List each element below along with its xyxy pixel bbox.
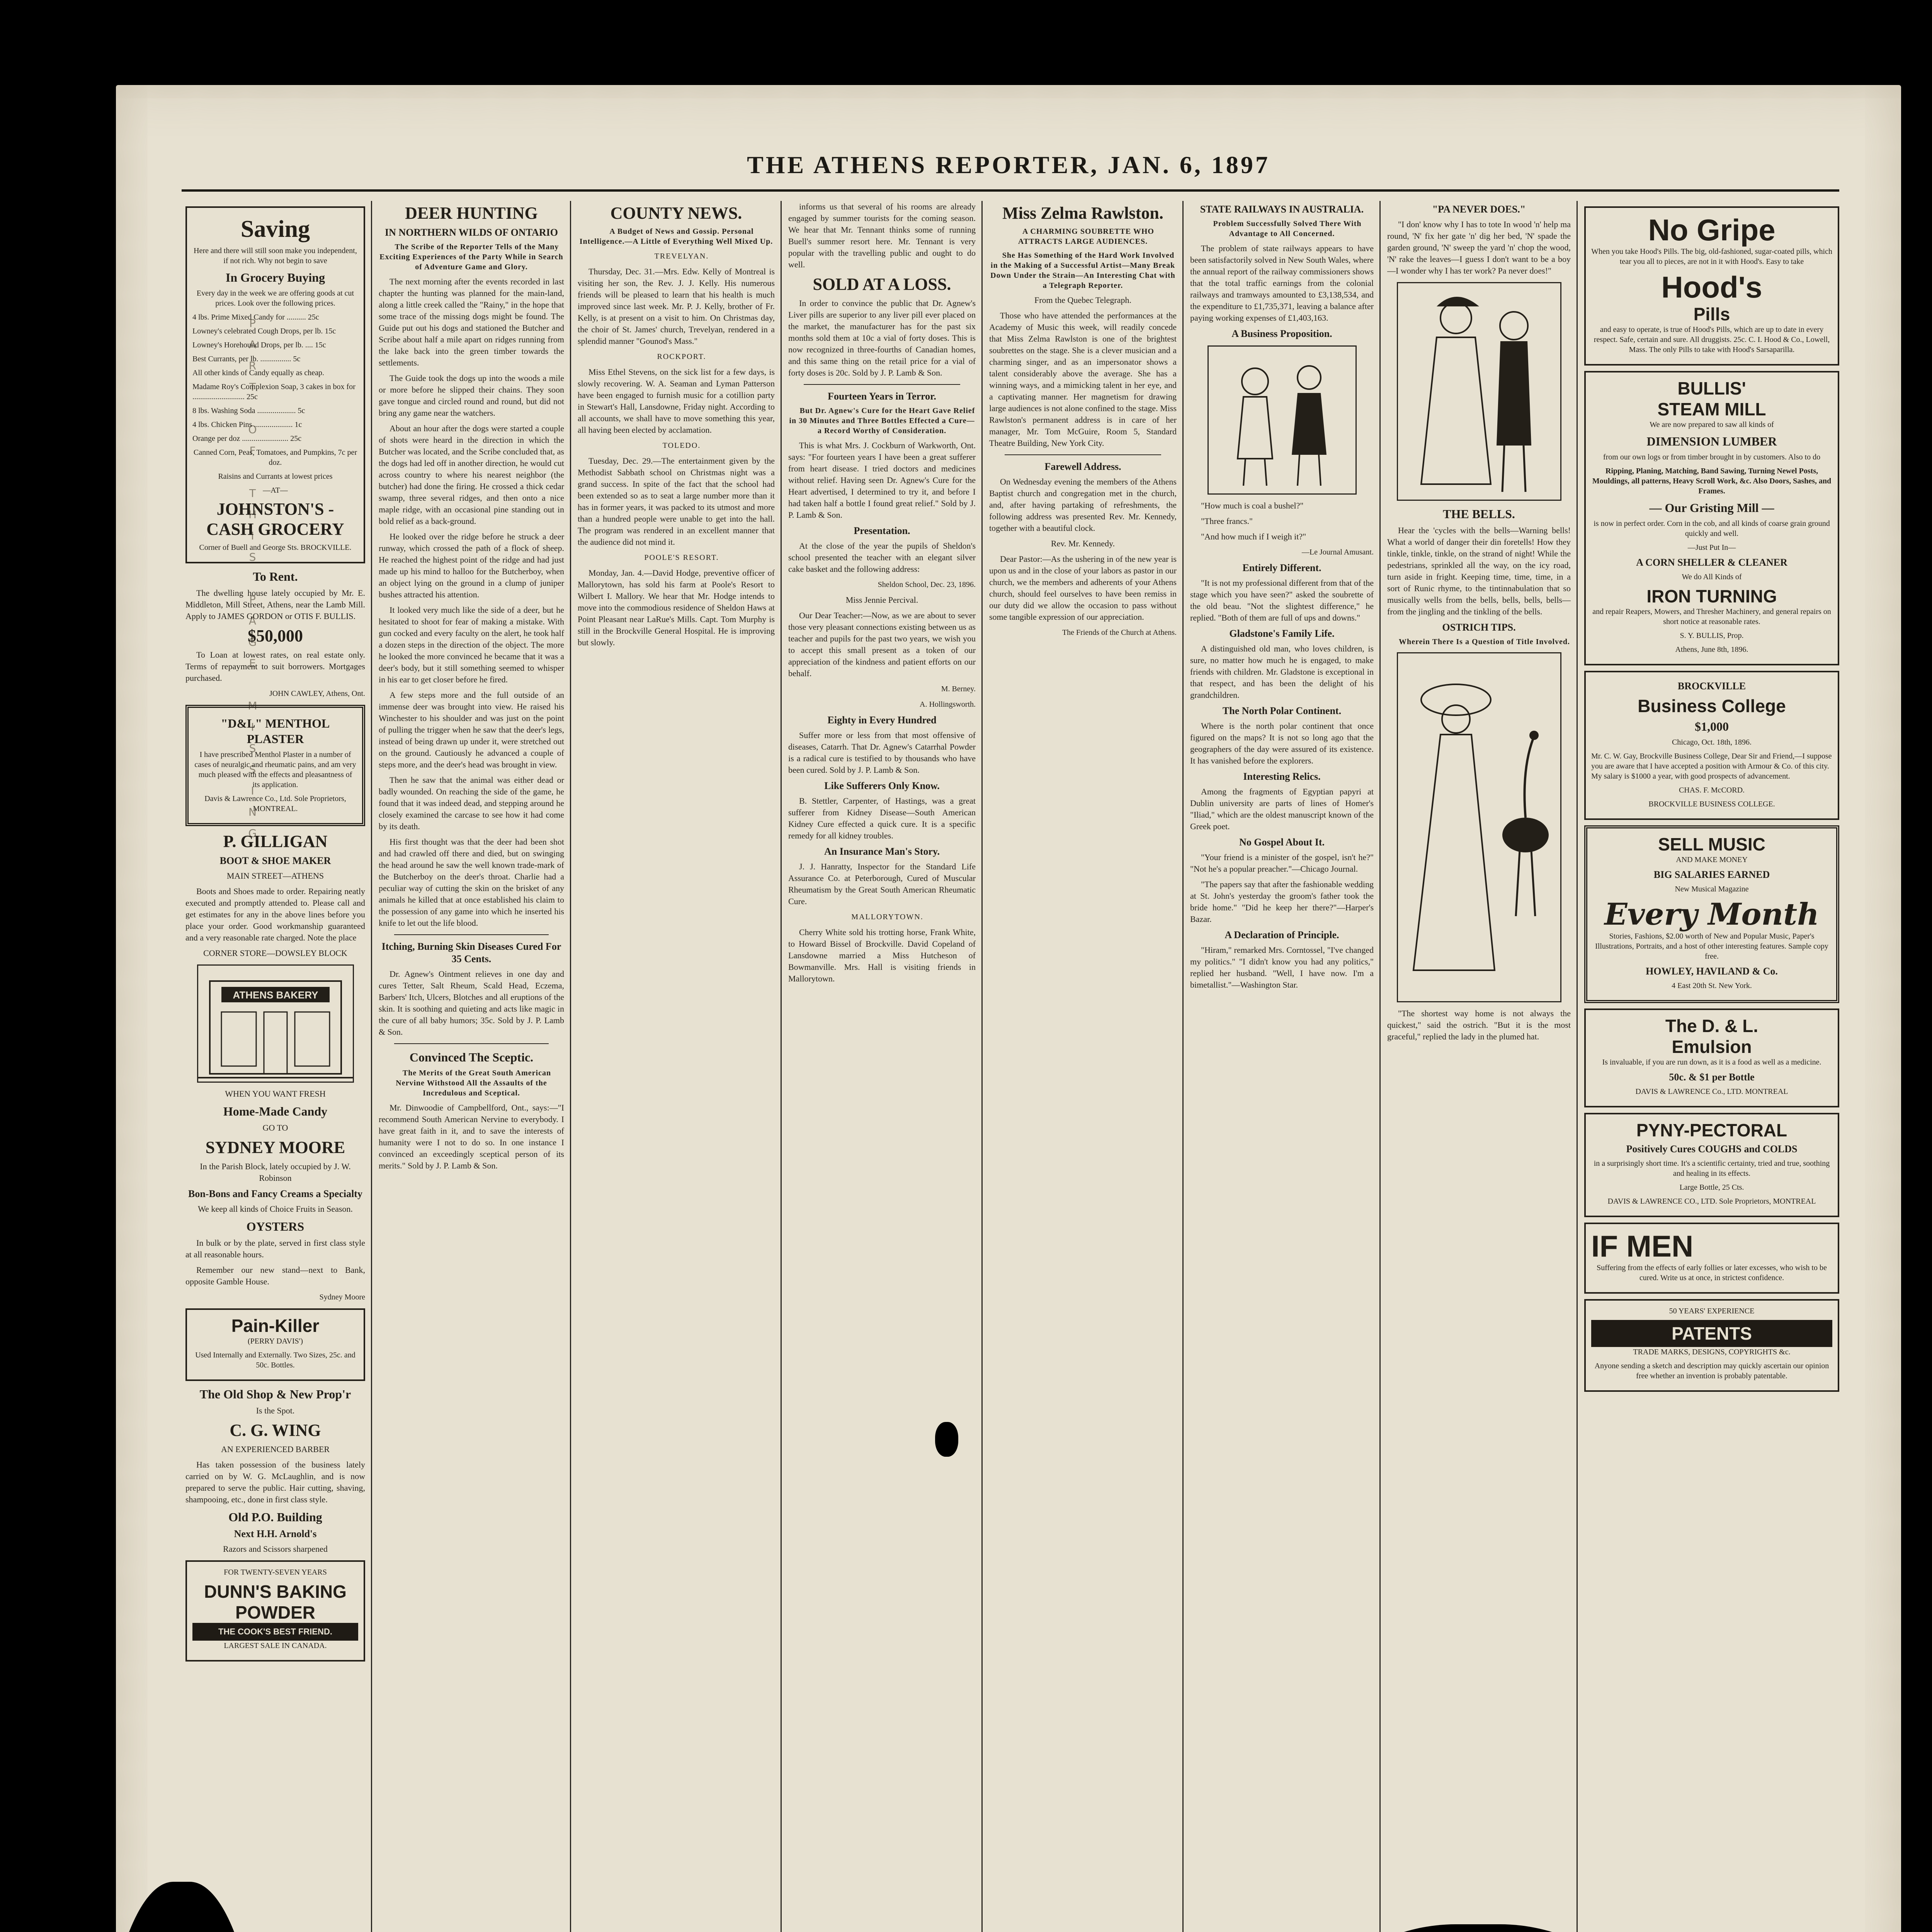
relics-title: Interesting Relics. [1243,771,1321,782]
steam-mill: STEAM MILL [1657,399,1766,419]
separator [394,1043,549,1044]
poole-heading: POOLE'S RESORT. [644,553,719,562]
hoods: Hood's [1661,270,1762,304]
raisins: Raisins and Currants at lowest prices [218,472,333,481]
gilligan-text: Boots and Shoes made to order. Repairing neatly executed and promptly attended to. Please call and get estimates for any in the above lines before you place your order. Good workmanship guaranteed and a very reasonable rate charged. Note the place [185,886,365,942]
toledo-heading: TOLEDO. [662,441,701,450]
principle-text: "Hiram," remarked Mrs. Corntossel, "I've changed my politics." "I didn't know you had any politics," replied her husband. "Well, I have now. I'm a bimetallist."—Washington Star. [1190,945,1374,990]
price-item: Best Currants, per lb. ................ 5c [192,355,301,363]
column-rule [981,201,983,1932]
dunns-sub: THE COOK'S BEST FRIEND. [192,1623,358,1641]
ostrich-title: OSTRICH TIPS. [1442,622,1516,633]
styles-text: "The papers say that after the fashionable wedding at St. John's yesterday the groom's father took the bride home." "Did he keep her there?"—Harper's Bazar. [1190,879,1374,924]
deer-paragraph: Then he saw that the animal was either dead or badly wounded. On reaching the side of the game, he found that it was indeed dead, and stepping around he closely examined the carcase to see how it had come by its death. [379,775,564,831]
wing-text: Has taken possession of the business lately carried on by W. G. McLaughlin, and is now prepared to serve the public. Hair cutting, shaving, shampooing, etc., done in first class style. [185,1460,365,1504]
just-put-in: —Just Put In— [1687,543,1736,552]
county-news-deck: A Budget of News and Gossip. Personal Intelligence.—A Little of Everything Well Mixed Up. [579,227,773,246]
howley: HOWLEY, HAVILAND & Co. [1646,966,1778,977]
dl-plaster-ad [185,705,365,826]
dl-emulsion-price: 50c. & $1 per Bottle [1669,1071,1755,1083]
proposition-question: "How much is coal a bushel?" [1201,501,1304,510]
brockville: BROCKVILLE [1677,680,1746,692]
every-month-title: Every Month [1604,897,1819,932]
deer-paragraph: About an hour after the dogs were started a couple of shots were heard in the direction in which the Butcher was located, and the Scribe concluded that, as the dogs had led off in another direction, he would cut across country to where his nearest neighbor (the butcher) had done the firing. He crossed a thick cedar swamp, three several ridges, and then onto a nice maple ridge, with an occasional pine standing out in bold relief as a back-ground. [379,423,564,526]
dl-emulsion-title: Emulsion [1672,1037,1752,1057]
lumber-text: from our own logs or from timber brought in by customers. Also to do [1603,453,1821,461]
loan-signature: JOHN CAWLEY, Athens, Ont. [269,689,365,698]
oysters-text: In bulk or by the plate, served in first class style at all reasonable hours. [185,1238,365,1259]
price-item: Orange per doz ........................ 25c [192,434,302,443]
musical-magazine: New Musical Magazine [1675,885,1749,893]
like-sufferers-text: B. Stettler, Carpenter, of Hastings, was a great sufferer from Kidney Disease—South American Kidney Cure effected a quick cure. It is a specific remedy for all kidney troubles. [788,796,976,840]
dunns-ad [185,1560,365,1662]
dunns-foot: LARGEST SALE IN CANADA. [224,1641,327,1650]
howley-address: 4 East 20th St. New York. [1672,981,1752,990]
oysters: OYSTERS [246,1219,304,1233]
sold-at-loss-text: In order to convince the public that Dr. Agnew's Liver pills are superior to any liver pill ever placed on the market, the manufacturer has for the past six months sold them at 10c a vial of forty doses. This is now recognized in three-fourths of Canadian homes, and this same thing on the retail price for a vial of forty doses is 20c. Sold by J. P. Lamb & Son. [788,298,976,378]
ostrich-deck: Wherein There Is a Question of Title Involved. [1398,638,1570,646]
loan-amount: $50,000 [248,626,303,645]
railways-title: STATE RAILWAYS IN AUSTRALIA. [1200,204,1364,215]
bells-title: THE BELLS. [1443,507,1515,521]
dl-emulsion-text: Is invaluable, if you are run down, as it is a food as well as a medicine. [1602,1058,1821,1066]
poole-text: Monday, Jan. 4.—David Hodge, preventive officer of Mallorytown, has sold his farm at Poole's Resort to Wilbert I. Mallory. We hear that Mr. Hodge intends to move into the commodious residence of Sheldon Haws at Point Pleasant near LaRue's Mills. Capt. Tom Murphy is still in the Brockville General Hospital. He is improving but slowly. [578,568,775,647]
masthead-rule [182,189,1839,192]
saving-intro: Here and there will still soon make you independent, if not rich. Why not begin to save [194,247,357,265]
every-month-text: Stories, Fashions, $2.00 worth of New and Popular Music, Paper's Illustrations, Portraits, and a host of other interesting features. Sample copy free. [1595,932,1828,961]
price-item: 4 lbs. Chicken Pins .................... 1c [192,420,302,429]
column-3 [578,201,775,1932]
painkiller-sub: (PERRY DAVIS') [247,1337,303,1345]
painkiller-title: Pain-Killer [231,1316,320,1336]
rockport-heading: ROCKPORT. [657,352,706,361]
grocery-text: Every day in the week we are offering goods at cut prices. Look over the following prices. [196,289,354,308]
candy-title: Home-Made Candy [223,1104,328,1118]
college-footer: BROCKVILLE BUSINESS COLLEGE. [1648,800,1775,808]
pyny-maker: DAVIS & LAWRENCE CO., LTD. Sole Proprietors, MONTREAL [1607,1197,1816,1206]
deer-paragraph: His first thought was that the deer had been shot and had crawled off there and died, but on swinging the head around he saw the well known trade-mark of the Butcherboy on the deer's throat. Charlie had a peculiar way of cutting the skin on the brisket of any animals he killed that at once established his claim to the possession of any game into which he inserted his knife to let out the life blood. [379,837,564,928]
railways-text: The problem of state railways appears to have been satisfactorily solved in New South Wales, where the annual report of the railway commissioners shows that the total traffic earnings from the colonial railways and tramways amounted to £3,138,534, and the expenditure to £1,735,371, leaving a balance after paying working expenses of £1,403,163. [1190,243,1374,323]
hoods-text: and easy to operate, is true of Hood's Pills, which are up to date in every respect. Safe, certain and sure. All druggists. 25c. C. I. Hood & Co., Lowell, Mass. The only Pills to take with Hood's Sarsaparilla. [1594,325,1830,354]
lady-ostrich-illustration [1398,653,1560,1001]
insurance-title: An Insurance Man's Story. [824,846,940,857]
separator [394,934,549,935]
deer-title: DEER HUNTING [405,204,538,223]
johnston-address: Corner of Buell and George Sts. BROCKVILLE. [199,543,352,552]
if-men-ad [1584,1223,1839,1294]
separator [1005,454,1161,455]
price-item: All other kinds of Candy equally as cheap. [192,369,325,377]
presentation-signature: M. Berney. [941,685,976,693]
itching-text: Dr. Agnew's Ointment relieves in one day and cures Tetter, Salt Rheum, Scald Head, Eczema, Barbers' Itch, Ulcers, Blotches and all eruptions of the skin. It is soothing and quieting and acts like magic in the cure of all baby humors; 35c. Sold by J. P. Lamb & Son. [379,969,564,1037]
rawlston-text: Those who have attended the performances at the Academy of Music this week, will readily concede that Miss Zelma Rawlston is one of the brightest soubrettes on the stage. She is a clever musician and a charming singer, and as an impersonator shows a talent considerably above the average. She has a winning ways, and a mimicking talent in her eye, and a captivating manner. Her magnetism for drawing large audiences is not alone confined to the stage. Miss Rawlston's permanent address is in care of her manager, Mr. Tom McGuire, Room 5, Standard Theatre Building, New York City. [989,311,1177,448]
ostrich-text: "The shortest way home is not always the quickest," said the ostrich. "But it is the most graceful," replied the lady in the plumed hat. [1387,1009,1571,1041]
dunns-title: DUNN'S BAKING POWDER [204,1582,347,1622]
price-item: 8 lbs. Washing Soda .................... 5c [192,406,305,415]
pyny-sub: Positively Cures COUGHS and COLDS [1626,1143,1798,1155]
every-month-ad [1584,825,1839,1003]
county-news-title: COUNTY NEWS. [610,204,742,223]
gilligan-name: P. GILLIGAN [223,832,328,851]
farewell-title: Farewell Address. [1044,461,1121,472]
dimension-lumber: DIMENSION LUMBER [1646,434,1777,448]
terror-deck: But Dr. Agnew's Cure for the Heart Gave Relief in 30 Minutes and Three Bottles Effected a Cure—a Record Worthy of Consideration. [789,406,975,435]
deer-paragraph: The Guide took the dogs up into the woods a mile or more before he slipped their chains. They soon gave tongue and circled round and round, but did not bring any game near the watchers. [379,373,564,418]
railways-deck: Problem Successfully Solved There With Advantage to All Concerned. [1213,219,1362,238]
rawlston-subdeck: She Has Something of the Hard Work Involved in the Making of a Successful Artist—Many Break Down Under the Strain—An Interesting Chat with a Telegraph Reporter. [990,251,1175,290]
iron-pre: We do All Kinds of [1682,573,1742,581]
hoods-ad [1584,206,1839,366]
sell-music: SELL MUSIC [1658,834,1765,854]
trevelyan-text: Thursday, Dec. 31.—Mrs. Edw. Kelly of Montreal is visiting her son, the Rev. J. J. Kelly. His numerous friends will be pleased to learn that his health is much improved since last week. Mr. P. J. Kelly, brother of Fr. Kelly, is at present on a visit to him. On Christmas day, the choir of St. James' church, Trevelyan, rendered in a splendid manner "Gounod's Mass." [578,267,775,346]
wing-sub: AN EXPERIENCED BARBER [221,1444,330,1454]
college-text: Mr. C. W. Gay, Brockville Business College, Dear Sir and Friend,—I suppose you are aware that I have accepted a position with Armour & Co. of this city. My salary is $1000 a year, with good prospects of advancement. [1591,752,1832,781]
sell-music-sub: AND MAKE MONEY [1676,855,1748,864]
dunns-top: FOR TWENTY-SEVEN YEARS [224,1568,327,1577]
gilligan-corner: CORNER STORE—DOWSLEY BLOCK [203,948,347,958]
next-arnold: Next H.H. Arnold's [234,1528,317,1539]
old-shop-text: Is the Spot. [256,1406,295,1415]
dl-plaster-text: I have prescribed Menthol Plaster in a number of cases of neuralgic and rheumatic pains, and am very much pleased with the effects and pleasantness of its application. [194,750,356,789]
old-shop-title: The Old Shop & New Prop'r [199,1387,351,1401]
farewell-text: On Wednesday evening the members of the Athens Baptist church and congregation met in the church, and, after having partaking of refreshments, the following address was presented Rev. Mr. Kennedy, together with a beautiful clock. [989,477,1177,533]
bullis-name: BULLIS' [1677,378,1746,398]
presentation-to: Miss Jennie Percival. [845,595,918,605]
patents-title: PATENTS [1591,1320,1832,1347]
couple-illustration [1398,283,1560,500]
column-7 [1387,201,1571,1932]
college-date: Chicago, Oct. 18th, 1896. [1672,738,1752,747]
relics-text: Among the fragments of Egyptian papyri at Dublin university are parts of lines of Homer's "Iliad," which are the oldest manuscript known of the Greek poet. [1190,787,1374,831]
column-1 [185,201,365,1932]
price-item: Madame Roy's Complexion Soap, 3 cakes in box for ........................... 25c [192,383,355,401]
college-signature: CHAS. F. McCORD. [1679,786,1745,794]
at-label: —AT— [263,486,288,495]
rawlston-deck: A CHARMING SOUBRETTE WHO ATTRACTS LARGE AUDIENCES. [1018,227,1154,246]
proposition-title: A Business Proposition. [1231,328,1332,339]
ostrich-illustration [1397,652,1561,1002]
mallorytown-heading: MALLORYTOWN. [851,913,923,921]
two-men-illustration [1209,347,1355,493]
column-rule [1182,201,1184,1932]
terror-text: This is what Mrs. J. Cockburn of Warkworth, Ont. says: "For fourteen years I have been a great sufferer from heart disease. I tried doctors and medicines without relief. Having seen Dr. Agnew's Cure for the Heart advertised, I determined to try it, and before I had taken half a bottle I found great relief." Sold by J. P. Lamb & Son. [788,440,976,520]
wing-name: C. G. WING [230,1421,321,1440]
separator [804,384,960,385]
canned-goods: Canned Corn, Peas, Tomatoes, and Pumpkins, 7c per doz. [193,448,357,467]
bullis-text: We are now prepared to saw all kinds of [1650,420,1774,429]
corn-sheller: A CORN SHELLER & CLEANER [1636,557,1787,568]
farewell-to: Rev. Mr. Kennedy. [1051,539,1115,548]
rawlston-title: Miss Zelma Rawlston. [1002,204,1163,223]
big-salaries: BIG SALARIES EARNED [1653,869,1770,880]
remember-stand: Remember our new stand—next to Bank, opposite Gamble House. [185,1265,365,1286]
pyny-text: in a surprisingly short time. It's a scientific certainty, tried and true, soothing and healing in its effects. [1594,1159,1830,1178]
farewell-signature: The Friends of the Church at Athens. [1062,628,1177,637]
proposition-signature: —Le Journal Amusant. [1301,548,1374,556]
insurance-text: J. J. Hanratty, Inspector for the Standard Life Assurance Co. at Peterborough, Cured of Muscular Rheumatism by the Great South American Rheumatic Cure. [788,862,976,906]
dl-emulsion-top: The D. & L. [1665,1016,1759,1036]
column-6 [1190,201,1374,1932]
deer-paragraph: It looked very much like the side of a deer, but he hesitated to shoot for fear of making a mistake. With gun cocked and every faculty on the alert, he took half a dozen steps in the direction of the object. The more he looked the more convinced he became that it was a deer's body, but it still something seemed to whisper in his ear to get closer before he fired. [379,605,564,684]
gospel-text: "Your friend is a minister of the gospel, isn't he?" "Not he's a popular preacher."—Chicago Journal. [1190,852,1374,874]
bullis-signature: S. Y. BULLIS, Prop. [1680,631,1744,640]
deer-paragraph: The next morning after the events recorded in last chapter the hunting was planned for the main-land, along a little creek called the "Rainy," in the hope that some trace of the missing dogs might be found. The Guide put out his dogs and stationed the Butcher and Scribe about half a mile apart on ridges running from the lake back into the green timber towards the settlements. [379,277,564,367]
dl-emulsion-maker: DAVIS & LAWRENCE Co., LTD. MONTREAL [1635,1087,1788,1096]
saving-title: Saving [240,216,310,242]
bakery-sign: ATHENS BAKERY [232,989,318,1001]
column-4 [788,201,976,1932]
deer-paragraph: He looked over the ridge before he struck a deer runway, which crossed the path of a flock of sheep. He reached the highest point of the ridge and had just made up his mind to halloo for the Butcherboy, when an object lying on the ground in a clump of juniper bushes attracted his attention. [379,532,564,599]
grocery-title: In Grocery Buying [225,270,325,284]
mallorytown-text: Cherry White sold his trotting horse, Frank White, to Howard Bissel of Brockville. David Copeland of Lansdowne married a Miss Hutcheson of Bowmanville. Mrs. Hall is visiting friends in Mallorytown. [788,927,976,983]
patents-sub: TRADE MARKS, DESIGNS, COPYRIGHTS &c. [1633,1348,1791,1356]
patents-top: 50 YEARS' EXPERIENCE [1669,1307,1755,1315]
dl-plaster-footer: Davis & Lawrence Co., Ltd. Sole Proprietors, MONTREAL. [204,794,346,813]
col4-intro: informs us that several of his rooms are already engaged by summer tourists for the coming season. We hear that Mr. Tennant thinks some of running Buell's summer resort here. Mr. Tennant is very popular with the travelling public and ought to do well. [788,202,976,269]
sold-at-loss-title: SOLD AT A LOSS. [813,275,951,294]
pa-never-does-text: "I don' know why I has to tote In wood 'n' help ma round, 'N' fix her gate 'n' dig her bed, 'N' spade the garden ground, 'N' sweep the yard 'n' chop the wood, 'N' rake the leaves—I guess I don't want to be a boy—I wonder why I has ter work? Pa never does!" [1387,219,1571,276]
if-men-title: IF MEN [1591,1229,1694,1263]
patents-text: Anyone sending a sketch and description may quickly ascertain our opinion free whether an invention is probably patentable. [1594,1362,1829,1380]
iron-turning: IRON TURNING [1646,586,1777,606]
fruits: We keep all kinds of Choice Fruits in Season. [198,1204,353,1214]
if-men-text: Suffering from the effects of early follies or later excesses, who wish to be cured. Write us at once, in strictest confidence. [1597,1264,1827,1282]
pyny-ad [1584,1113,1839,1217]
old-po: Old P.O. Building [228,1510,322,1524]
painkiller-text: Used Internally and Externally. Two Sizes, 25c. and 50c. Bottles. [195,1351,355,1369]
trevelyan-heading: TREVELYAN. [654,252,709,260]
business-college: Business College [1638,696,1786,716]
pills: Pills [1693,304,1730,324]
rockport-text: Miss Ethel Stevens, on the sick list for a few days, is slowly recovering. W. A. Seaman and Lyman Patterson have been engaged to furnish music for a cotillion party in Stewart's Hall, Lansdowne, Friday night. According to all accounts, we shall have to move something this year, all having been elected by acclamation. [578,367,775,435]
sydney-text: In the Parish Block, lately occupied by J. W. Robinson [200,1162,351,1183]
painkiller-ad [185,1308,365,1381]
masthead: THE ATHENS REPORTER, JAN. 6, 1897 [747,151,1270,179]
price-item: 4 lbs. Prime Mixed Candy for .......... 25c [192,313,319,321]
gilligan-address: MAIN STREET—ATHENS [226,871,324,881]
presentation-text: At the close of the year the pupils of Sheldon's school presented the teacher with an elegant silver cake basket and the following address: [788,541,976,574]
patents-ad [1584,1299,1839,1392]
different-title: Entirely Different. [1242,562,1321,573]
bakery-illustration [197,964,354,1083]
column-2 [379,201,564,1932]
sydney-signature: Sydney Moore [319,1293,365,1301]
gladstone-title: Gladstone's Family Life. [1229,628,1335,639]
different-text: "It is not my professional different from that of the stage which you have seen?" asked the soubrette of the old beau. "Not the slightest difference," he replied. "Both of them are full of ups and downs." [1190,578,1374,622]
bells-text: Hear the 'cycles with the bells—Warning bells! What a world of danger their din foretells! How they tinkle, tinkle, tinkle, on the strand of night! While the pedestrians, sprinkled all the way, on the icy road, turn aside in fright. Keeping time, time, time, in a sort of Runic rhyme, to the tintinnabulation that so musically wells from the bells, bells, bells, bells—from the jingling and the tinkling of the bells. [1387,526,1571,616]
proposition-question-2: "And how much if I weigh it?" [1201,532,1306,541]
column-rule [1379,201,1381,1932]
northpole-text: Where is the north polar continent that once figured on the maps? It is not so long ago that the geographers of the day were assured of its existence. It has vanished before the explorers. [1190,721,1374,765]
column-5 [989,201,1177,1932]
margin-note: PART OF THIS PAGE MISSING [246,317,259,848]
terror-title: Fourteen Years in Terror. [828,391,936,402]
loan-text: To Loan at lowest rates, on real estate only. Terms of repayment to suit borrowers. Mortgages purchased. [185,650,365,683]
deer-deck: The Scribe of the Reporter Tells of the Many Exciting Experiences of the Party While in Search of Adventure Game and Glory. [379,243,563,271]
eighty-title: Eighty in Every Hundred [827,714,937,726]
eighty-text: Suffer more or less from that most offensive of diseases, Catarrh. That Dr. Agnew's Catarrhal Powder is a radical cure is testified to by thousands who have been cured. Sold by J. P. Lamb & Son. [788,730,976,775]
sceptic-title: Convinced The Sceptic. [409,1050,534,1064]
damage-hole [935,1422,958,1457]
presentation-body: Our Dear Teacher:—Now, as we are about to sever those very pleasant connections existing between us as teacher and pupils for the past two years, we wish you to accept this small present as a token of our appreciation of the kindness and patient efforts on our behalf. [788,611,976,678]
column-8 [1584,201,1839,1932]
deer-paragraph: A few steps more and the full outside of an immense deer was brought into view. He raised his Winchester to his shoulder and was just on the point of pulling the trigger when he saw that the deer's legs, instead of being drawn up under it, were stretched out on the ground. Cautiously he advanced a couple of steps more, and the deer's head was brought in view. [379,690,564,769]
rawlston-source: From the Quebec Telegraph. [1034,295,1131,305]
toledo-text: Tuesday, Dec. 29.—The entertainment given by the Methodist Sabbath school on Christmas night was a grand success. In spite of the fact that the school had been extended so as to seat a large number more than it has in former years, it was packed to its utmost and more than a hundred people were unable to get into the hall. The program was rendered in an excellent manner that the audience did not mind it. [578,456,775,547]
price-item: Lowney's Horehound Drops, per lb. .... 15c [192,341,326,349]
want-fresh: WHEN YOU WANT FRESH [225,1089,326,1099]
gospel-title: No Gospel About It. [1239,837,1325,848]
ripping-text: Ripping, Planing, Matching, Band Sawing, Turning Newel Posts, Mouldings, all patterns, Heavy Scroll Work, &c. Also Doors, Sashes, and Frames. [1592,467,1832,495]
pa-never-does-title: "PA NEVER DOES." [1432,204,1526,215]
column-rule [371,201,372,1932]
grist-text: is now in perfect order. Corn in the cob, and all kinds of coarse grain ground quickly and well. [1594,519,1830,538]
go-to: GO TO [262,1123,288,1133]
column-rule [1577,201,1578,1932]
iron-text: and repair Reapers, Mowers, and Thresher Machinery, and general repairs on short notice at reasonable rates. [1592,607,1831,626]
sceptic-deck: The Merits of the Great South American Nervine Withstood All the Assaults of the Incredulous and Sceptical. [396,1069,551,1097]
principle-title: A Declaration of Principle. [1225,929,1339,940]
itching-title: Itching, Burning Skin Diseases Cured For 35 Cents. [381,941,561,964]
presentation-signature: A. Hollingsworth. [920,700,976,709]
gladstone-text: A distinguished old man, who loves children, is sure, no matter how much he is engaged, to make friends with children. Mr. Gladstone is exceptional in that respect, and has been the delight of his grandchildren. [1190,644,1374,700]
sceptic-text: Mr. Dinwoodie of Campbellford, Ont., says:—"I recommend South American Nervine to everybody. I have great faith in it, and to save the interests of humanity were I not to do so. In one instance I convinced an exceedingly sceptical person of its merits." Sold by J. P. Lamb & Son. [379,1103,564,1170]
column-rule [570,201,571,1932]
price-item: Lowney's celebrated Cough Drops, per lb. 15c [192,327,336,335]
johnston-grocery: JOHNSTON'S - CASH GROCERY [206,500,344,539]
razors: Razors and Scissors sharpened [223,1544,328,1554]
saving-ad [185,206,365,563]
sydney-moore: SYDNEY MOORE [205,1138,345,1157]
presentation-date: Sheldon School, Dec. 23, 1896. [878,580,976,589]
to-rent-text: The dwelling house lately occupied by Mr. E. Middleton, Mill Street, Athens, near the Lamb Mill. Apply to JAMES GORDON or OTIS F. BULLIS. [185,588,365,621]
bullis-ad [1584,371,1839,665]
pyny-title: PYNY-PECTORAL [1636,1120,1787,1140]
to-rent-title: To Rent. [253,570,298,583]
dl-plaster-title: "D&L" MENTHOL PLASTER [221,716,330,746]
presentation-title: Presentation. [854,525,910,536]
salary: $1,000 [1695,719,1729,733]
gristing-mill: — Our Gristing Mill — [1649,501,1774,515]
college-ad [1584,671,1839,820]
bonbons: Bon-Bons and Fancy Creams a Specialty [188,1188,362,1199]
proposition-illustration [1208,345,1357,495]
dl-emulsion-ad [1584,1009,1839,1107]
proposition-answer: "Three francs." [1201,516,1253,526]
farewell-body: Dear Pastor:—As the ushering in of the new year is upon us and in the close of your labors as pastor in our church, we the members and adherents of your Athens church, should feel ourselves to have been remiss in our duty did we allow the occasion to pass without some tangible expression of our appreciation. [989,554,1177,622]
deer-subtitle: IN NORTHERN WILDS OF ONTARIO [385,227,558,238]
northpole-title: The North Polar Continent. [1222,705,1342,716]
pyny-size: Large Bottle, 25 Cts. [1679,1183,1744,1192]
pa-illustration [1397,282,1561,501]
no-gripe-text: When you take Hood's Pills. The big, old-fashioned, sugar-coated pills, which tear you all to pieces, are not in it with Hood's. Easy to take [1591,247,1832,266]
bullis-date: Athens, June 8th, 1896. [1675,645,1748,654]
no-gripe: No Gripe [1648,213,1776,247]
gilligan-trade: BOOT & SHOE MAKER [219,855,331,866]
newspaper-page [116,85,1901,1932]
column-rule [781,201,782,1932]
like-sufferers-title: Like Sufferers Only Know. [824,780,940,791]
bakery-building-icon [198,966,353,1082]
